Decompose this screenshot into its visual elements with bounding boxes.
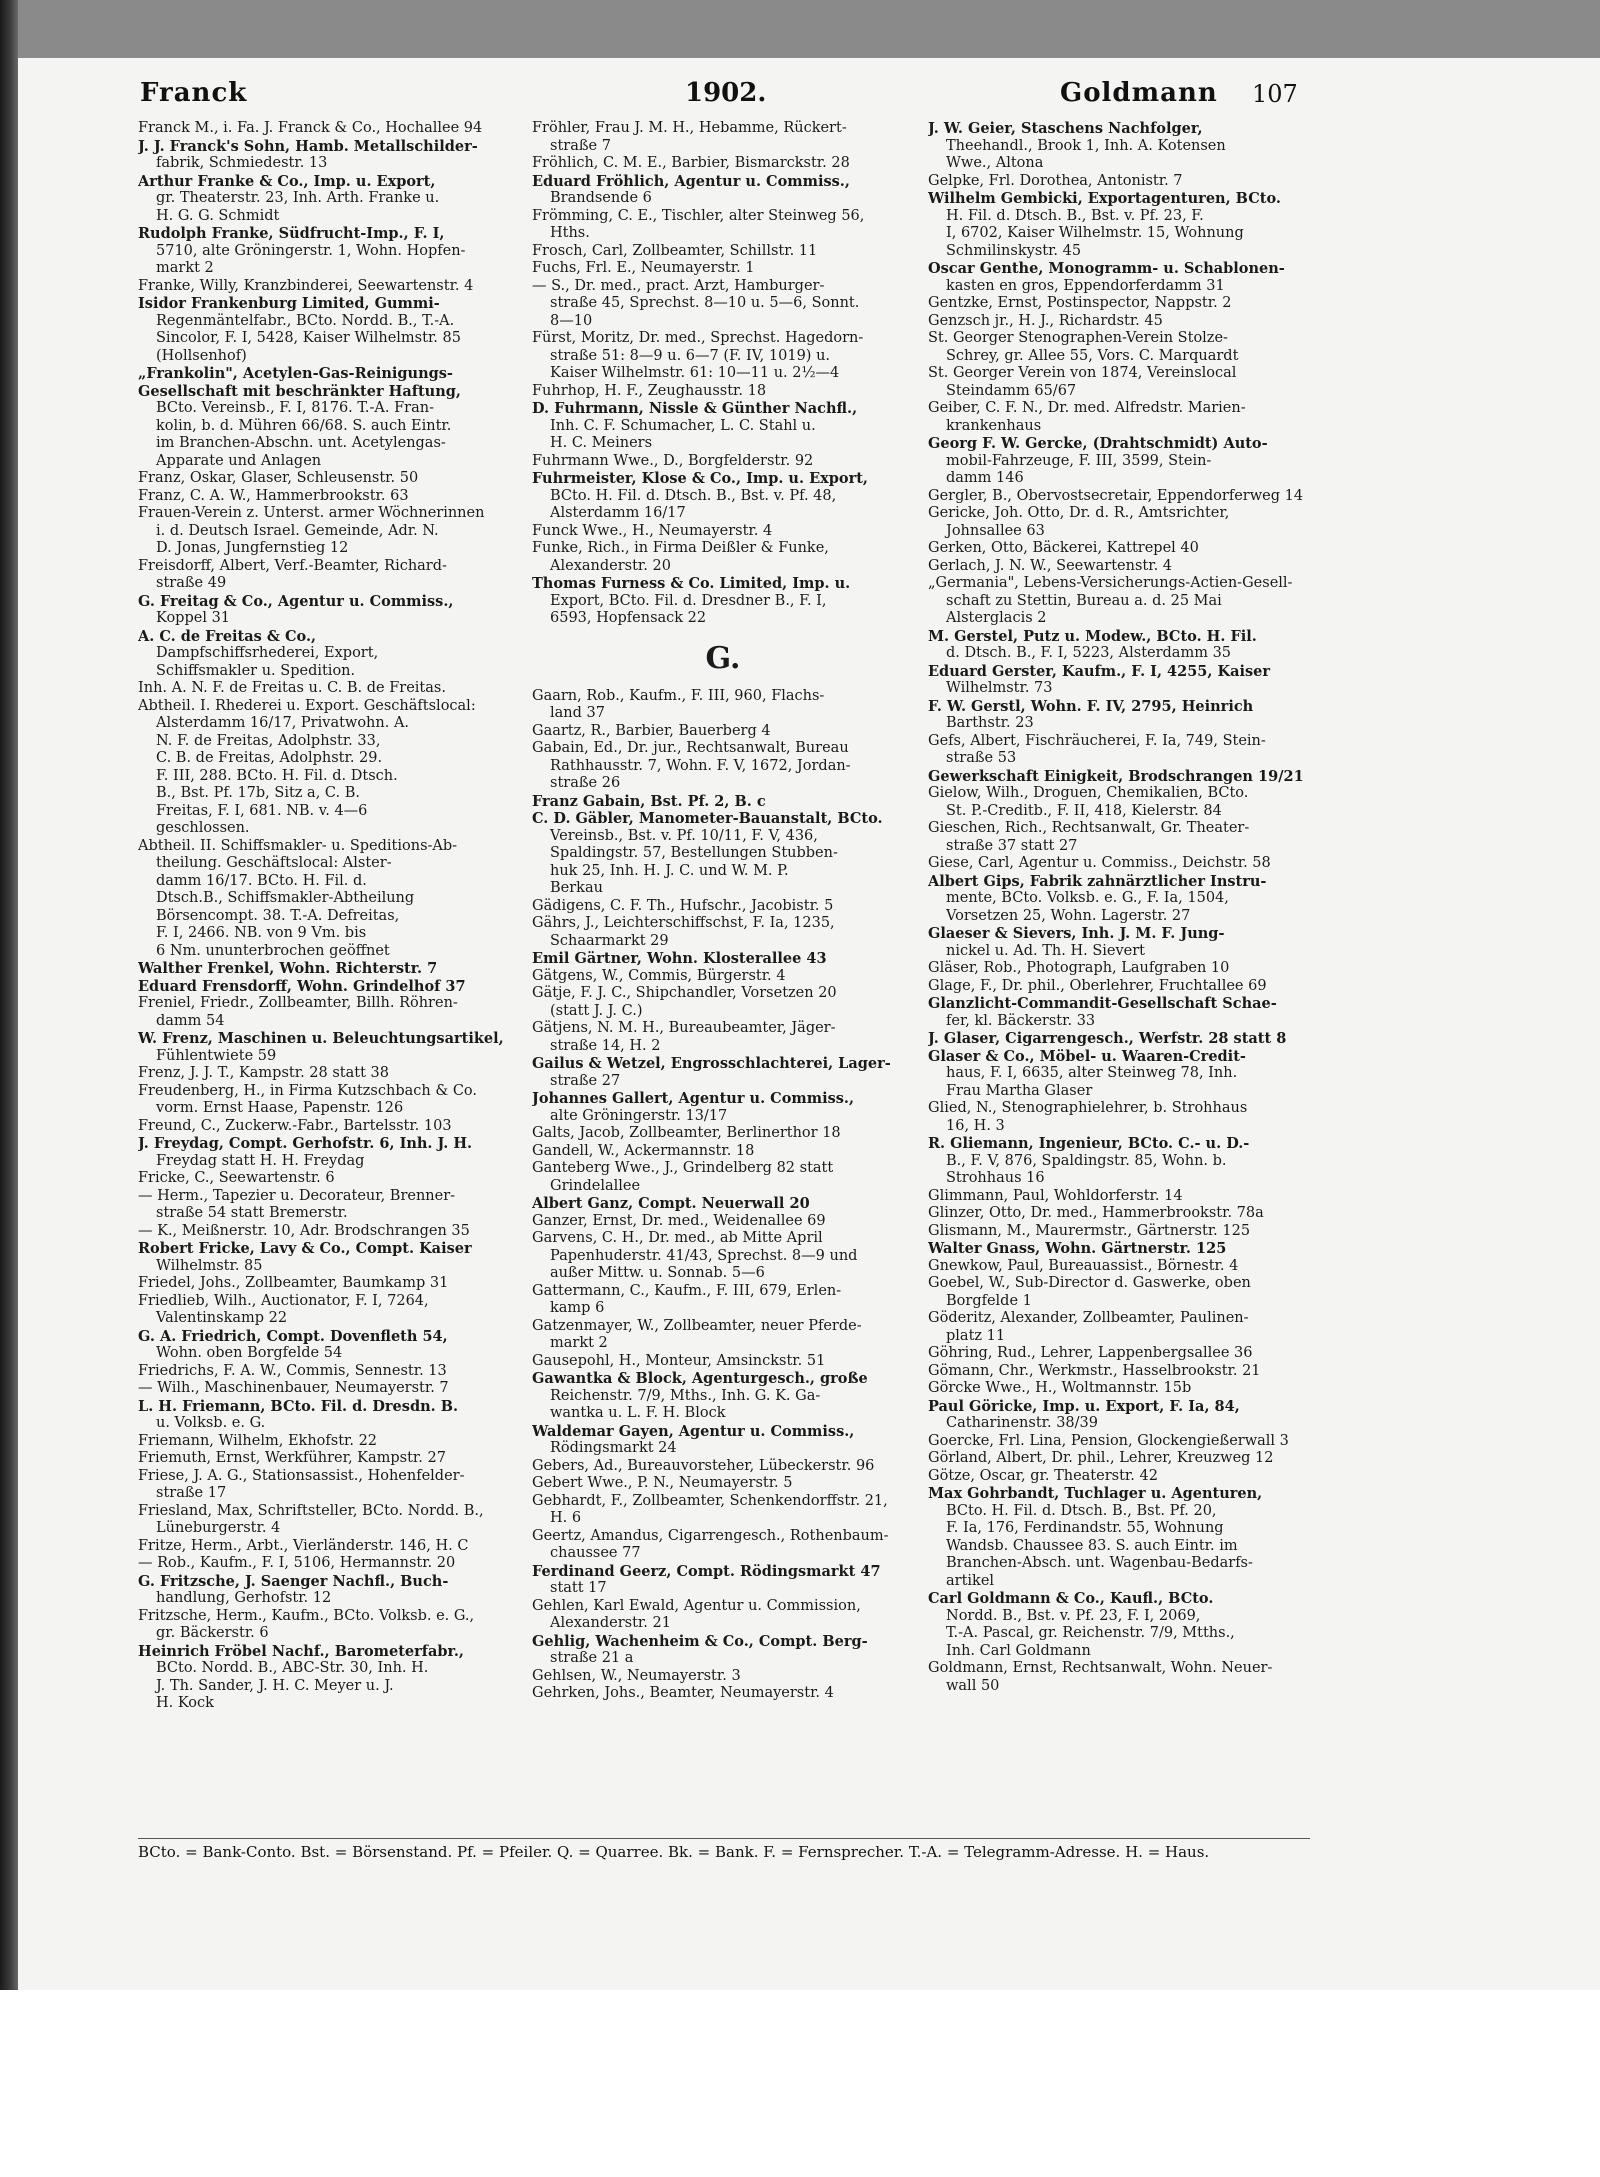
entry-line: Fricke, C., Seewartenstr. 6 bbox=[138, 1170, 335, 1186]
entry-line: Franz, C. A. W., Hammerbrookstr. 63 bbox=[138, 487, 409, 504]
entry-line: 16, H. 3 bbox=[946, 1117, 1005, 1134]
entry-line: Franz, Oskar, Glaser, Schleusenstr. 50 bbox=[138, 470, 419, 486]
entry-line: theilung. Geschäftslocal: Alster- bbox=[156, 855, 392, 871]
entry-line: handlung, Gerhofstr. 12 bbox=[156, 1590, 332, 1606]
entry-line: Gericke, Joh. Otto, Dr. d. R., Amtsrichter, bbox=[928, 505, 1230, 521]
entry-line: Goldmann, Ernst, Rechtsanwalt, Wohn. Neuer- bbox=[928, 1660, 1273, 1676]
entry-line: Berkau bbox=[550, 880, 603, 896]
entry-line: Fritze, Herm., Arbt., Vierländerstr. 146, H. C bbox=[138, 1537, 469, 1554]
entry-line: Gaarn, Rob., Kaufm., F. III, 960, Flachs- bbox=[532, 687, 825, 704]
entry-line: Heinrich Fröbel Nachf., Barometerfabr., bbox=[138, 1642, 464, 1660]
entry-line: krankenhaus bbox=[946, 417, 1042, 434]
entry-line: St. P.-Creditb., F. II, 418, Kielerstr. 84 bbox=[946, 802, 1222, 819]
entry-line: Abtheil. I. Rhederei u. Export. Geschäftslocal: bbox=[138, 697, 476, 714]
entry-line: Friedel, Johs., Zollbeamter, Baumkamp 31 bbox=[138, 1275, 449, 1291]
entry-line: Emil Gärtner, Wohn. Klosterallee 43 bbox=[532, 950, 827, 967]
entry-line: D. Jonas, Jungfernstieg 12 bbox=[156, 540, 349, 556]
entry-line: H. G. G. Schmidt bbox=[156, 207, 280, 224]
entry-line: straße 7 bbox=[550, 137, 611, 154]
entry-line: Gebert Wwe., P. N., Neumayerstr. 5 bbox=[532, 1475, 793, 1491]
entry-line: Koppel 31 bbox=[156, 610, 231, 626]
entry-line: Funke, Rich., in Firma Deißler & Funke, bbox=[532, 540, 829, 556]
entry-line: Schrey, gr. Allee 55, Vors. C. Marquardt bbox=[946, 347, 1239, 364]
entry-line: statt 17 bbox=[550, 1580, 607, 1596]
entry-line: chaussee 77 bbox=[550, 1545, 641, 1561]
entry-line: im Branchen-Abschn. unt. Acetylengas- bbox=[156, 435, 446, 451]
page-number: 107 bbox=[1252, 80, 1298, 108]
entry-line: L. H. Friemann, BCto. Fil. d. Dresdn. B. bbox=[138, 1397, 459, 1415]
entry-line: Giese, Carl, Agentur u. Commiss., Deichstr. 58 bbox=[928, 855, 1271, 871]
entry-line: J. W. Geier, Staschens Nachfolger, bbox=[928, 120, 1203, 137]
entry-line: Genzsch jr., H. J., Richardstr. 45 bbox=[928, 312, 1163, 329]
entry-line: Steindamm 65/67 bbox=[946, 382, 1077, 399]
entry-line: G. A. Friedrich, Compt. Dovenfleth 54, bbox=[138, 1327, 448, 1345]
entry-line: Frau Martha Glaser bbox=[946, 1082, 1093, 1099]
entry-line: Gerlach, J. N. W., Seewartenstr. 4 bbox=[928, 557, 1173, 574]
entry-line: straße 49 bbox=[156, 575, 227, 591]
entry-line: Borgfelde 1 bbox=[946, 1292, 1032, 1309]
entry-line: Inh. Carl Goldmann bbox=[946, 1642, 1091, 1659]
entry-line: Göhring, Rud., Lehrer, Lappenbergsallee 36 bbox=[928, 1345, 1253, 1361]
entry-line: Glage, F., Dr. phil., Oberlehrer, Fruchtallee 69 bbox=[928, 977, 1267, 994]
entry-line: B., Bst. Pf. 17b, Sitz a, C. B. bbox=[156, 785, 360, 801]
entry-line: fer, kl. Bäckerstr. 33 bbox=[946, 1012, 1096, 1029]
entry-line: Dampfschiffsrhederei, Export, bbox=[156, 645, 379, 661]
entry-line: Gaartz, R., Barbier, Bauerberg 4 bbox=[532, 722, 771, 739]
entry-line: Fühlentwiete 59 bbox=[156, 1047, 277, 1064]
entry-line: BCto. H. Fil. d. Dtsch. B., Bst. v. Pf. 48, bbox=[550, 487, 837, 504]
column-2-entries-f bbox=[532, 120, 914, 628]
entry-line: straße 26 bbox=[550, 775, 621, 791]
entry-line: Abtheil. II. Schiffsmakler- u. Speditions-Ab- bbox=[138, 837, 458, 854]
entry-line: Gailus & Wetzel, Engrosschlachterei, Lager- bbox=[532, 1055, 891, 1072]
header-first-name: Franck bbox=[140, 78, 248, 108]
entry-line: Papenhuderstr. 41/43, Sprechst. 8—9 und bbox=[550, 1247, 858, 1264]
entry-line: Theehandl., Brook 1, Inh. A. Kotensen bbox=[946, 137, 1226, 154]
entry-line: Spaldingstr. 57, Bestellungen Stubben- bbox=[550, 845, 838, 861]
entry-line: außer Mittw. u. Sonnab. 5—6 bbox=[550, 1265, 765, 1281]
entry-line: H. Kock bbox=[156, 1695, 214, 1711]
entry-line: — Herm., Tapezier u. Decorateur, Brenner- bbox=[138, 1187, 456, 1204]
entry-line: Gährs, J., Leichterschiffschst, F. Ia, 1235, bbox=[532, 915, 835, 931]
entry-line: Ferdinand Geerz, Compt. Rödingsmarkt 47 bbox=[532, 1562, 881, 1580]
entry-line: Wwe., Altona bbox=[946, 155, 1044, 171]
entry-line: D. Fuhrmann, Nissle & Günther Nachfl., bbox=[532, 400, 858, 417]
entry-line: Albert Gips, Fabrik zahnärztlicher Instru- bbox=[928, 872, 1267, 890]
entry-line: Johnsallee 63 bbox=[946, 522, 1045, 539]
entry-line: Franke, Willy, Kranzbinderei, Seewartenstr. 4 bbox=[138, 277, 474, 294]
entry-line: straße 27 bbox=[550, 1072, 621, 1089]
entry-line: wantka u. L. F. H. Block bbox=[550, 1405, 726, 1421]
entry-line: u. Volksb. e. G. bbox=[156, 1415, 266, 1431]
entry-line: J. Th. Sander, J. H. C. Meyer u. J. bbox=[156, 1677, 394, 1694]
entry-line: Rudolph Franke, Südfrucht-Imp., F. I, bbox=[138, 225, 445, 242]
entry-line: Alsterdamm 16/17 bbox=[550, 505, 686, 521]
entry-line: Schmilinskystr. 45 bbox=[946, 242, 1082, 259]
entry-line: artikel bbox=[946, 1572, 995, 1589]
entry-line: Friedlieb, Wilh., Auctionator, F. I, 7264, bbox=[138, 1292, 429, 1309]
entry-line: Vorsetzen 25, Wohn. Lagerstr. 27 bbox=[946, 907, 1191, 924]
entry-line: A. C. de Freitas & Co., bbox=[138, 627, 317, 645]
entry-line: St. Georger Stenographen-Verein Stolze- bbox=[928, 330, 1228, 346]
entry-line: BCto. Vereinsb., F. I, 8176. T.-A. Fran- bbox=[156, 400, 434, 416]
entry-line: Fürst, Moritz, Dr. med., Sprechst. Hagedorn- bbox=[532, 330, 864, 346]
entry-line: Fuhrmeister, Klose & Co., Imp. u. Export, bbox=[532, 470, 868, 487]
entry-line: straße 53 bbox=[946, 750, 1017, 766]
entry-line: Gerken, Otto, Bäckerei, Kattrepel 40 bbox=[928, 540, 1199, 556]
section-heading-g: G. bbox=[705, 640, 741, 676]
entry-line: alte Gröningerstr. 13/17 bbox=[550, 1107, 728, 1124]
entry-line: C. B. de Freitas, Adolphstr. 29. bbox=[156, 750, 383, 766]
entry-line: Carl Goldmann & Co., Kaufl., BCto. bbox=[928, 1590, 1214, 1607]
entry-line: Görland, Albert, Dr. phil., Lehrer, Kreuzweg 12 bbox=[928, 1450, 1274, 1466]
entry-line: Hths. bbox=[550, 225, 590, 241]
entry-line: Catharinenstr. 38/39 bbox=[946, 1415, 1098, 1431]
entry-line: (statt J. J. C.) bbox=[550, 1002, 643, 1019]
entry-line: Gömann, Chr., Werkmstr., Hasselbrookstr. 21 bbox=[928, 1362, 1261, 1379]
entry-line: Robert Fricke, Lavy & Co., Compt. Kaiser bbox=[138, 1240, 472, 1257]
entry-line: Gädigens, C. F. Th., Hufschr., Jacobistr. 5 bbox=[532, 897, 834, 914]
entry-line: T.-A. Pascal, gr. Reichenstr. 7/9, Mtths., bbox=[946, 1625, 1235, 1641]
entry-line: Wandsb. Chaussee 83. S. auch Eintr. im bbox=[946, 1537, 1238, 1554]
entry-line: straße 21 a bbox=[550, 1650, 634, 1666]
abbreviation-legend: BCto. = Bank-Conto. Bst. = Börsenstand. Pf. = Pfeiler. Q. = Quarree. Bk. = Bank. F. = Fernsprecher. T.-A. = Telegramm-Adresse. H. = Haus. bbox=[138, 1843, 1210, 1861]
entry-line: B., F. V, 876, Spaldingstr. 85, Wohn. b. bbox=[946, 1152, 1227, 1169]
entry-line: Alsterglacis 2 bbox=[946, 610, 1047, 626]
entry-line: kasten en gros, Eppendorferdamm 31 bbox=[946, 277, 1225, 294]
entry-line: Walter Gnass, Wohn. Gärtnerstr. 125 bbox=[928, 1240, 1227, 1257]
entry-line: Grindelallee bbox=[550, 1177, 641, 1194]
entry-line: 8—10 bbox=[550, 312, 593, 329]
entry-line: G. Freitag & Co., Agentur u. Commiss., bbox=[138, 592, 454, 610]
entry-line: Fuhrmann Wwe., D., Borgfelderstr. 92 bbox=[532, 452, 814, 469]
entry-line: huk 25, Inh. H. J. C. und W. M. P. bbox=[550, 862, 789, 879]
entry-line: Max Gohrbandt, Tuchlager u. Agenturen, bbox=[928, 1485, 1263, 1502]
entry-line: markt 2 bbox=[156, 260, 214, 276]
entry-line: Freisdorff, Albert, Verf.-Beamter, Richard- bbox=[138, 557, 447, 574]
entry-line: Isidor Frankenburg Limited, Gummi- bbox=[138, 295, 440, 312]
entry-line: wall 50 bbox=[946, 1677, 1000, 1694]
entry-line: fabrik, Schmiedestr. 13 bbox=[156, 155, 328, 171]
entry-line: M. Gerstel, Putz u. Modew., BCto. H. Fil. bbox=[928, 627, 1257, 645]
entry-line: Valentinskamp 22 bbox=[156, 1310, 288, 1326]
entry-line: Eduard Fröhlich, Agentur u. Commiss., bbox=[532, 172, 850, 190]
entry-line: Gätgens, W., Commis, Bürgerstr. 4 bbox=[532, 967, 786, 984]
entry-line: G. Fritzsche, J. Saenger Nachfl., Buch- bbox=[138, 1572, 449, 1590]
entry-line: Alexanderstr. 21 bbox=[550, 1615, 671, 1631]
entry-line: Arthur Franke & Co., Imp. u. Export, bbox=[138, 172, 436, 190]
entry-line: Paul Göricke, Imp. u. Export, F. Ia, 84, bbox=[928, 1397, 1240, 1415]
entry-line: Waldemar Gayen, Agentur u. Commiss., bbox=[532, 1422, 855, 1440]
entry-line: 6 Nm. ununterbrochen geöffnet bbox=[156, 942, 390, 959]
entry-line: Goercke, Frl. Lina, Pension, Glockengießerwall 3 bbox=[928, 1432, 1289, 1449]
scan-edge bbox=[0, 0, 18, 2177]
directory-column-3 bbox=[928, 120, 1310, 1695]
entry-line: Göderitz, Alexander, Zollbeamter, Paulinen- bbox=[928, 1310, 1249, 1326]
directory-column-2 bbox=[532, 120, 914, 1703]
entry-line: Schaarmarkt 29 bbox=[550, 932, 669, 949]
entry-line: N. F. de Freitas, Adolphstr. 33, bbox=[156, 732, 381, 749]
entry-line: Glaeser & Sievers, Inh. J. M. F. Jung- bbox=[928, 925, 1225, 942]
entry-line: Freund, C., Zuckerw.-Fabr., Bartelsstr. 103 bbox=[138, 1117, 452, 1134]
entry-line: Gätjens, N. M. H., Bureaubeamter, Jäger- bbox=[532, 1020, 836, 1036]
entry-line: Branchen-Absch. unt. Wagenbau-Bedarfs- bbox=[946, 1555, 1253, 1571]
entry-line: Görcke Wwe., H., Woltmannstr. 15b bbox=[928, 1380, 1192, 1396]
entry-line: Börsencompt. 38. T.-A. Defreitas, bbox=[156, 907, 400, 924]
entry-line: geschlossen. bbox=[156, 820, 250, 836]
entry-line: R. Gliemann, Ingenieur, BCto. C.- u. D.- bbox=[928, 1135, 1250, 1152]
entry-line: J. Freydag, Compt. Gerhofstr. 6, Inh. J. H. bbox=[138, 1135, 473, 1152]
entry-line: I, 6702, Kaiser Wilhelmstr. 15, Wohnung bbox=[946, 225, 1244, 241]
entry-line: schaft zu Stettin, Bureau a. d. 25 Mai bbox=[946, 592, 1222, 609]
entry-line: Frömming, C. E., Tischler, alter Steinweg 56, bbox=[532, 207, 865, 224]
entry-line: Gläser, Rob., Photograph, Laufgraben 10 bbox=[928, 960, 1230, 976]
footer-rule bbox=[138, 1838, 1310, 1839]
entry-line: Frauen-Verein z. Unterst. armer Wöchnerinnen bbox=[138, 505, 485, 521]
entry-line: Fröhler, Frau J. M. H., Hebamme, Rückert- bbox=[532, 120, 847, 136]
entry-line: Johannes Gallert, Agentur u. Commiss., bbox=[532, 1090, 854, 1107]
entry-line: Gehlen, Karl Ewald, Agentur u. Commission, bbox=[532, 1597, 861, 1614]
entry-line: St. Georger Verein von 1874, Vereinslocal bbox=[928, 365, 1237, 381]
entry-line: Friemann, Wilhelm, Ekhofstr. 22 bbox=[138, 1432, 378, 1449]
entry-line: Glimmann, Paul, Wohldorferstr. 14 bbox=[928, 1187, 1183, 1204]
entry-line: Barthstr. 23 bbox=[946, 715, 1034, 731]
entry-line: — Rob., Kaufm., F. I, 5106, Hermannstr. 20 bbox=[138, 1555, 456, 1571]
entry-line: Gergler, B., Obervostsecretair, Eppendorferweg 14 bbox=[928, 487, 1304, 504]
entry-line: Rathhausstr. 7, Wohn. F. V, 1672, Jordan- bbox=[550, 757, 851, 774]
entry-line: „Frankolin", Acetylen-Gas-Reinigungs- bbox=[138, 365, 453, 382]
entry-line: mobil-Fahrzeuge, F. III, 3599, Stein- bbox=[946, 452, 1212, 469]
entry-line: Nordd. B., Bst. v. Pf. 23, F. I, 2069, bbox=[946, 1607, 1201, 1624]
entry-line: Gieschen, Rich., Rechtsanwalt, Gr. Theater- bbox=[928, 820, 1250, 836]
entry-line: Freydag statt H. H. Freydag bbox=[156, 1152, 365, 1169]
entry-line: straße 14, H. 2 bbox=[550, 1037, 661, 1054]
entry-line: Glismann, M., Maurermstr., Gärtnerstr. 125 bbox=[928, 1222, 1251, 1239]
entry-line: Ganzer, Ernst, Dr. med., Weidenallee 69 bbox=[532, 1212, 826, 1229]
entry-line: 5710, alte Gröningerstr. 1, Wohn. Hopfen- bbox=[156, 242, 466, 259]
entry-line: straße 54 statt Bremerstr. bbox=[156, 1205, 348, 1221]
entry-line: Fuhrhop, H. F., Zeughausstr. 18 bbox=[532, 382, 767, 399]
entry-line: Gefs, Albert, Fischräucherei, F. Ia, 749, Stein- bbox=[928, 732, 1266, 749]
entry-line: haus, F. I, 6635, alter Steinweg 78, Inh. bbox=[946, 1065, 1238, 1081]
entry-line: Brandsende 6 bbox=[550, 190, 652, 206]
header-year: 1902. bbox=[685, 78, 767, 108]
entry-line: Gausepohl, H., Monteur, Amsinckstr. 51 bbox=[532, 1352, 826, 1369]
entry-line: Albert Ganz, Compt. Neuerwall 20 bbox=[532, 1195, 810, 1212]
entry-line: Rödingsmarkt 24 bbox=[550, 1440, 677, 1456]
entry-line: 6593, Hopfensack 22 bbox=[550, 610, 707, 626]
entry-line: BCto. H. Fil. d. Dtsch. B., Bst. Pf. 20, bbox=[946, 1502, 1217, 1519]
entry-line: Goebel, W., Sub-Director d. Gaswerke, oben bbox=[928, 1275, 1251, 1291]
entry-line: C. D. Gäbler, Manometer-Bauanstalt, BCto. bbox=[532, 810, 883, 827]
directory-column-1 bbox=[138, 120, 520, 1713]
entry-line: Glied, N., Stenographielehrer, b. Strohhaus bbox=[928, 1100, 1248, 1116]
entry-line: F. W. Gerstl, Wohn. F. IV, 2795, Heinrich bbox=[928, 697, 1254, 715]
entry-line: Gatzenmayer, W., Zollbeamter, neuer Pferde- bbox=[532, 1317, 862, 1334]
entry-line: Export, BCto. Fil. d. Dresdner B., F. I, bbox=[550, 592, 827, 609]
entry-line: Freitas, F. I, 681. NB. v. 4—6 bbox=[156, 802, 368, 819]
running-header bbox=[140, 78, 1298, 118]
entry-line: Thomas Furness & Co. Limited, Imp. u. bbox=[532, 575, 851, 592]
scan-margin bbox=[0, 1990, 1600, 2177]
entry-line: straße 45, Sprechst. 8—10 u. 5—6, Sonnt. bbox=[550, 295, 860, 311]
entry-line: H. Fil. d. Dtsch. B., Bst. v. Pf. 23, F. bbox=[946, 207, 1204, 224]
entry-line: — S., Dr. med., pract. Arzt, Hamburger- bbox=[532, 277, 825, 294]
entry-line: Dtsch.B., Schiffsmakler-Abtheilung bbox=[156, 890, 415, 906]
entry-line: damm 54 bbox=[156, 1012, 225, 1029]
entry-line: Oscar Genthe, Monogramm- u. Schablonen- bbox=[928, 260, 1285, 277]
entry-line: straße 17 bbox=[156, 1485, 227, 1501]
entry-line: Fröhlich, C. M. E., Barbier, Bismarckstr. 28 bbox=[532, 155, 850, 171]
entry-line: kamp 6 bbox=[550, 1300, 605, 1316]
entry-line: straße 37 statt 27 bbox=[946, 837, 1078, 854]
entry-line: Gnewkow, Paul, Bureauassist., Börnestr. 4 bbox=[928, 1257, 1239, 1274]
entry-line: Inh. A. N. F. de Freitas u. C. B. de Freitas. bbox=[138, 680, 446, 696]
entry-line: Wilhelmstr. 85 bbox=[156, 1257, 263, 1274]
entry-line: Eduard Frensdorff, Wohn. Grindelhof 37 bbox=[138, 977, 466, 995]
entry-line: Kaiser Wilhelmstr. 61: 10—11 u. 2½—4 bbox=[550, 365, 840, 381]
entry-line: Gehlig, Wachenheim & Co., Compt. Berg- bbox=[532, 1632, 868, 1650]
entry-line: Regenmäntelfabr., BCto. Nordd. B., T.-A. bbox=[156, 312, 455, 329]
column-2-entries-g bbox=[532, 688, 914, 1703]
entry-line: Reichenstr. 7/9, Mths., Inh. G. K. Ga- bbox=[550, 1387, 821, 1404]
entry-line: damm 16/17. BCto. H. Fil. d. bbox=[156, 872, 367, 889]
entry-line: Friesland, Max, Schriftsteller, BCto. Nordd. B., bbox=[138, 1502, 484, 1519]
entry-line: Glinzer, Otto, Dr. med., Hammerbrookstr. 78a bbox=[928, 1205, 1264, 1221]
entry-line: nickel u. Ad. Th. H. Sievert bbox=[946, 942, 1146, 959]
entry-line: Wilhelmstr. 73 bbox=[946, 680, 1053, 696]
entry-line: gr. Theaterstr. 23, Inh. Arth. Franke u. bbox=[156, 190, 440, 206]
entry-line: Alexanderstr. 20 bbox=[550, 557, 671, 574]
entry-line: Gelpke, Frl. Dorothea, Antonistr. 7 bbox=[928, 172, 1183, 189]
entry-line: Georg F. W. Gercke, (Drahtschmidt) Auto- bbox=[928, 435, 1268, 452]
entry-line: i. d. Deutsch Israel. Gemeinde, Adr. N. bbox=[156, 522, 439, 539]
entry-line: Gehrken, Johs., Beamter, Neumayerstr. 4 bbox=[532, 1685, 834, 1701]
entry-line: Gätje, F. J. C., Shipchandler, Vorsetzen 20 bbox=[532, 985, 837, 1001]
entry-line: Franck M., i. Fa. J. Franck & Co., Hochallee 94 bbox=[138, 120, 483, 136]
entry-line: Gewerkschaft Einigkeit, Brodschrangen 19/21 bbox=[928, 767, 1304, 785]
entry-line: vorm. Ernst Haase, Papenstr. 126 bbox=[156, 1100, 404, 1116]
entry-line: Apparate und Anlagen bbox=[156, 452, 322, 469]
entry-line: gr. Bäckerstr. 6 bbox=[156, 1625, 269, 1641]
entry-line: Friedrichs, F. A. W., Commis, Sennestr. 13 bbox=[138, 1362, 447, 1379]
entry-line: J. Glaser, Cigarrengesch., Werfstr. 28 statt 8 bbox=[928, 1030, 1287, 1047]
entry-line: W. Frenz, Maschinen u. Beleuchtungsartikel, bbox=[138, 1030, 504, 1047]
entry-line: Fritzsche, Herm., Kaufm., BCto. Volksb. e. G., bbox=[138, 1607, 475, 1624]
entry-line: Gandell, W., Ackermannstr. 18 bbox=[532, 1142, 755, 1159]
entry-line: Alsterdamm 16/17, Privatwohn. A. bbox=[156, 715, 410, 731]
entry-line: Gattermann, C., Kaufm., F. III, 679, Erlen- bbox=[532, 1282, 842, 1299]
entry-line: Frenz, J. J. T., Kampstr. 28 statt 38 bbox=[138, 1065, 389, 1081]
entry-line: Frosch, Carl, Zollbeamter, Schillstr. 11 bbox=[532, 242, 818, 259]
entry-line: Friemuth, Ernst, Werkführer, Kampstr. 27 bbox=[138, 1450, 446, 1466]
entry-line: Ganteberg Wwe., J., Grindelberg 82 statt bbox=[532, 1160, 834, 1176]
entry-line: Gabain, Ed., Dr. jur., Rechtsanwalt, Bureau bbox=[532, 740, 849, 756]
entry-line: Eduard Gerster, Kaufm., F. I, 4255, Kaiser bbox=[928, 662, 1271, 680]
entry-line: BCto. Nordd. B., ABC-Str. 30, Inh. H. bbox=[156, 1660, 429, 1676]
entry-line: Fuchs, Frl. E., Neumayerstr. 1 bbox=[532, 260, 755, 276]
entry-line: Galts, Jacob, Zollbeamter, Berlinerthor 18 bbox=[532, 1125, 841, 1141]
entry-line: Schiffsmakler u. Spedition. bbox=[156, 662, 356, 679]
entry-line: Inh. C. F. Schumacher, L. C. Stahl u. bbox=[550, 417, 816, 434]
entry-line: platz 11 bbox=[946, 1327, 1006, 1344]
header-last-name: Goldmann bbox=[1060, 78, 1218, 108]
entry-line: markt 2 bbox=[550, 1335, 608, 1351]
entry-line: Freudenberg, H., in Firma Kutzschbach & Co. bbox=[138, 1082, 478, 1099]
entry-line: Gebers, Ad., Bureauvorsteher, Lübeckerstr. 96 bbox=[532, 1457, 875, 1474]
entry-line: Götze, Oscar, gr. Theaterstr. 42 bbox=[928, 1467, 1158, 1484]
entry-line: H. 6 bbox=[550, 1510, 582, 1526]
entry-line: Garvens, C. H., Dr. med., ab Mitte April bbox=[532, 1230, 823, 1246]
entry-line: Wohn. oben Borgfelde 54 bbox=[156, 1345, 343, 1361]
entry-line: Gawantka & Block, Agenturgesch., große bbox=[532, 1370, 868, 1387]
entry-line: Sincolor, F. I, 5428, Kaiser Wilhelmstr. 85 bbox=[156, 330, 461, 346]
entry-line: F. Ia, 176, Ferdinandstr. 55, Wohnung bbox=[946, 1520, 1224, 1536]
entry-line: Gesellschaft mit beschränkter Haftung, bbox=[138, 382, 461, 400]
entry-line: Gentzke, Ernst, Postinspector, Nappstr. 2 bbox=[928, 295, 1232, 311]
entry-line: kolin, b. d. Mühren 66/68. S. auch Eintr. bbox=[156, 417, 452, 434]
entry-line: straße 51: 8—9 u. 6—7 (F. IV, 1019) u. bbox=[550, 347, 831, 364]
entry-line: — K., Meißnerstr. 10, Adr. Brodschrangen 35 bbox=[138, 1222, 470, 1239]
entry-line: Vereinsb., Bst. v. Pf. 10/11, F. V, 436, bbox=[550, 827, 818, 844]
entry-line: Geertz, Amandus, Cigarrengesch., Rothenbaum- bbox=[532, 1527, 889, 1544]
entry-line: d. Dtsch. B., F. I, 5223, Alsterdamm 35 bbox=[946, 645, 1232, 661]
entry-line: Gehlsen, W., Neumayerstr. 3 bbox=[532, 1667, 741, 1684]
entry-line: — Wilh., Maschinenbauer, Neumayerstr. 7 bbox=[138, 1380, 449, 1396]
entry-line: (Hollsenhof) bbox=[156, 347, 247, 364]
entry-line: Geiber, C. F. N., Dr. med. Alfredstr. Marien- bbox=[928, 400, 1246, 416]
entry-line: F. I, 2466. NB. von 9 Vm. bis bbox=[156, 925, 367, 941]
entry-line: Glaser & Co., Möbel- u. Waaren-Credit- bbox=[928, 1047, 1246, 1065]
entry-line: Strohhaus 16 bbox=[946, 1170, 1045, 1186]
entry-line: J. J. Franck's Sohn, Hamb. Metallschilder- bbox=[138, 137, 478, 155]
entry-line: F. III, 288. BCto. H. Fil. d. Dtsch. bbox=[156, 767, 398, 784]
entry-line: damm 146 bbox=[946, 470, 1024, 486]
entry-line: Gebhardt, F., Zollbeamter, Schenkendorffstr. 21, bbox=[532, 1492, 888, 1509]
entry-line: Funck Wwe., H., Neumayerstr. 4 bbox=[532, 522, 773, 539]
entry-line: Friese, J. A. G., Stationsassist., Hohenfelder- bbox=[138, 1467, 465, 1484]
entry-line: Glanzlicht-Commandit-Gesellschaft Schae- bbox=[928, 995, 1277, 1012]
entry-line: H. C. Meiners bbox=[550, 435, 653, 451]
entry-line: Franz Gabain, Bst. Pf. 2, B. c bbox=[532, 792, 766, 810]
entry-line: „Germania", Lebens-Versicherungs-Actien-Gesell- bbox=[928, 575, 1293, 591]
entry-line: Gielow, Wilh., Droguen, Chemikalien, BCto. bbox=[928, 785, 1249, 801]
entry-line: Wilhelm Gembicki, Exportagenturen, BCto. bbox=[928, 190, 1281, 207]
entry-line: Freniel, Friedr., Zollbeamter, Billh. Röhren- bbox=[138, 995, 458, 1011]
entry-line: mente, BCto. Volksb. e. G., F. Ia, 1504, bbox=[946, 890, 1229, 906]
entry-line: Walther Frenkel, Wohn. Richterstr. 7 bbox=[138, 960, 438, 977]
entry-line: land 37 bbox=[550, 705, 605, 721]
entry-line: Lüneburgerstr. 4 bbox=[156, 1520, 281, 1536]
